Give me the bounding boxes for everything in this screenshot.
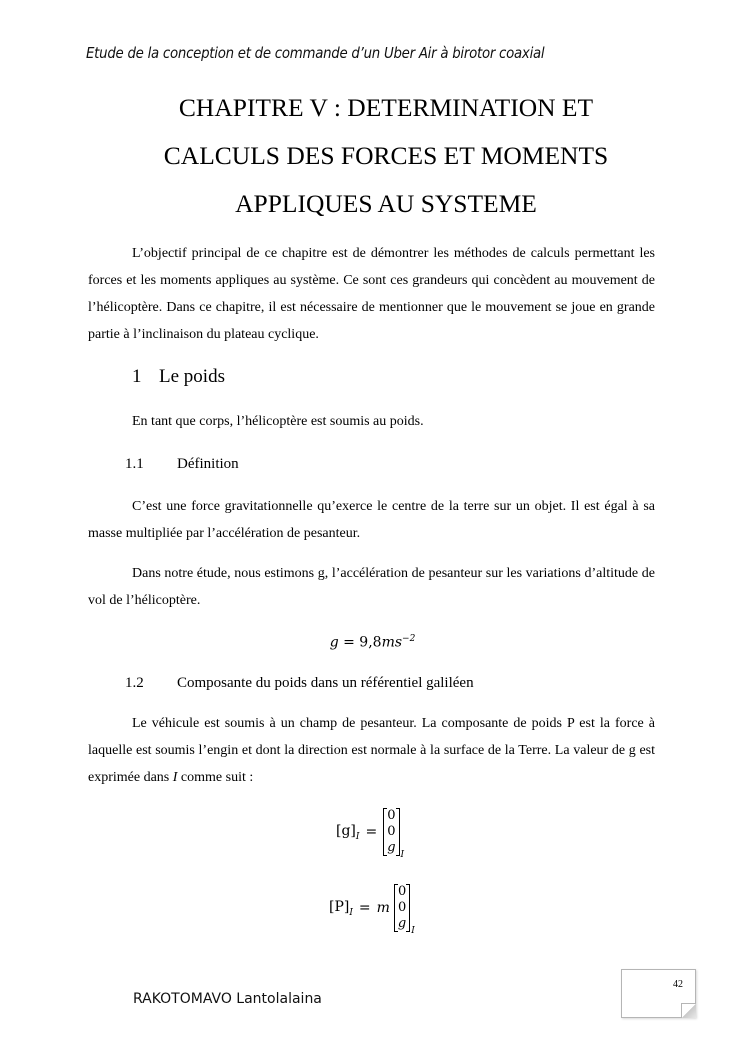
gravity-vector-lhs-sub: I [355, 831, 360, 842]
gravity-vector-row-2: 0 [387, 824, 396, 839]
gravity-vector-matrix [383, 808, 399, 856]
gravity-vector-lhs [336, 823, 359, 842]
chapter-title [90, 84, 682, 228]
chapter-title-line-3: APPLIQUES AU SYSTEME [235, 189, 537, 218]
section-1-1-number: 1.1 [125, 456, 144, 472]
chapter-title-line-1: CHAPITRE V : DETERMINATION ET [178, 93, 594, 122]
section-1-title: Le poids [159, 366, 225, 387]
gravity-equation-exponent: −2 [402, 634, 416, 644]
weight-vector-row-1: 0 [397, 884, 407, 899]
weight-vector-row-3: g [397, 916, 407, 931]
weight-vector-bracket [394, 884, 410, 932]
section-1-number: 1 [132, 366, 142, 387]
section-1-2-heading [125, 675, 474, 692]
gravity-equation [0, 634, 745, 651]
running-header: Etude de la conception et de commande d’un Uber Air à birotor coaxial [86, 44, 545, 62]
weight-vector-lhs-sub: I [349, 907, 353, 918]
component-paragraph [88, 710, 655, 791]
gravity-vector-row-1: 0 [387, 808, 396, 823]
chapter-title-line-2: CALCULS DES FORCES ET MOMENTS [163, 141, 609, 170]
footer-author: RAKOTOMAVO Lantolalaina [133, 991, 322, 1007]
page-fold-corner [681, 1003, 696, 1018]
weight-vector-frame: I [411, 926, 415, 936]
weight-vector-mass: m [376, 900, 390, 916]
weight-vector-row-2: 0 [397, 900, 407, 915]
weight-vector-matrix [394, 884, 410, 932]
section-1-1-heading [125, 456, 239, 473]
gravity-vector-frame: I [400, 850, 405, 860]
component-paragraph-end: comme suit : [177, 770, 254, 785]
gravity-equation-value: 9,8 [359, 634, 382, 651]
study-paragraph: Dans notre étude, nous estimons g, l’accélération de pesanteur sur les variations d’altitude de vol de l’hélicoptère. [88, 566, 655, 608]
gravity-vector-bracket [383, 808, 399, 856]
weight-vector-lhs [329, 899, 353, 918]
page-number: 42 [673, 979, 683, 990]
gravity-equation-lhs: g [329, 634, 339, 651]
section-1-2-number: 1.2 [125, 675, 144, 691]
component-paragraph-text: Le véhicule est soumis à un champ de pesanteur. La composante de poids P est la force à laquelle est soumis l’engin et dont la direction est normale à la surface de la Terre. La valeur de g est exprimée dans [88, 716, 655, 785]
intro-paragraph: L’objectif principal de ce chapitre est de démontrer les méthodes de calculs permettant les forces et les moments appliques au système. Ce sont ces grandeurs qui concèdent au mouvement de l’hélicoptère. Dans ce chapitre, il est nécessaire de mentionner que le mouvement se joue en grande partie à l’inclinaison du plateau cyclique. [88, 246, 655, 342]
component-paragraph-frame: I [172, 770, 178, 785]
definition-paragraph: C’est une force gravitationnelle qu’exerce le centre de la terre sur un objet. Il est égal à sa masse multipliée par l’accélération de pesanteur. [88, 499, 655, 541]
weight-vector-lhs-symbol: [P] [329, 898, 350, 915]
weight-vector-equals: = [358, 900, 371, 916]
gravity-equation-equals: = [338, 634, 360, 651]
section-1-paragraph: En tant que corps, l’hélicoptère est soumis au poids. [132, 414, 424, 429]
gravity-vector-equals: = [365, 824, 378, 840]
section-1-heading [132, 366, 225, 388]
section-1-1-title: Définition [177, 456, 239, 472]
weight-vector-equation [329, 884, 415, 936]
gravity-vector-lhs-symbol: [g] [336, 822, 356, 839]
gravity-vector-equation [336, 808, 405, 860]
gravity-vector-row-3: g [387, 840, 396, 855]
gravity-equation-unit: ms [381, 634, 403, 651]
section-1-2-title: Composante du poids dans un référentiel galiléen [177, 675, 474, 691]
page-number-box [621, 969, 696, 1018]
